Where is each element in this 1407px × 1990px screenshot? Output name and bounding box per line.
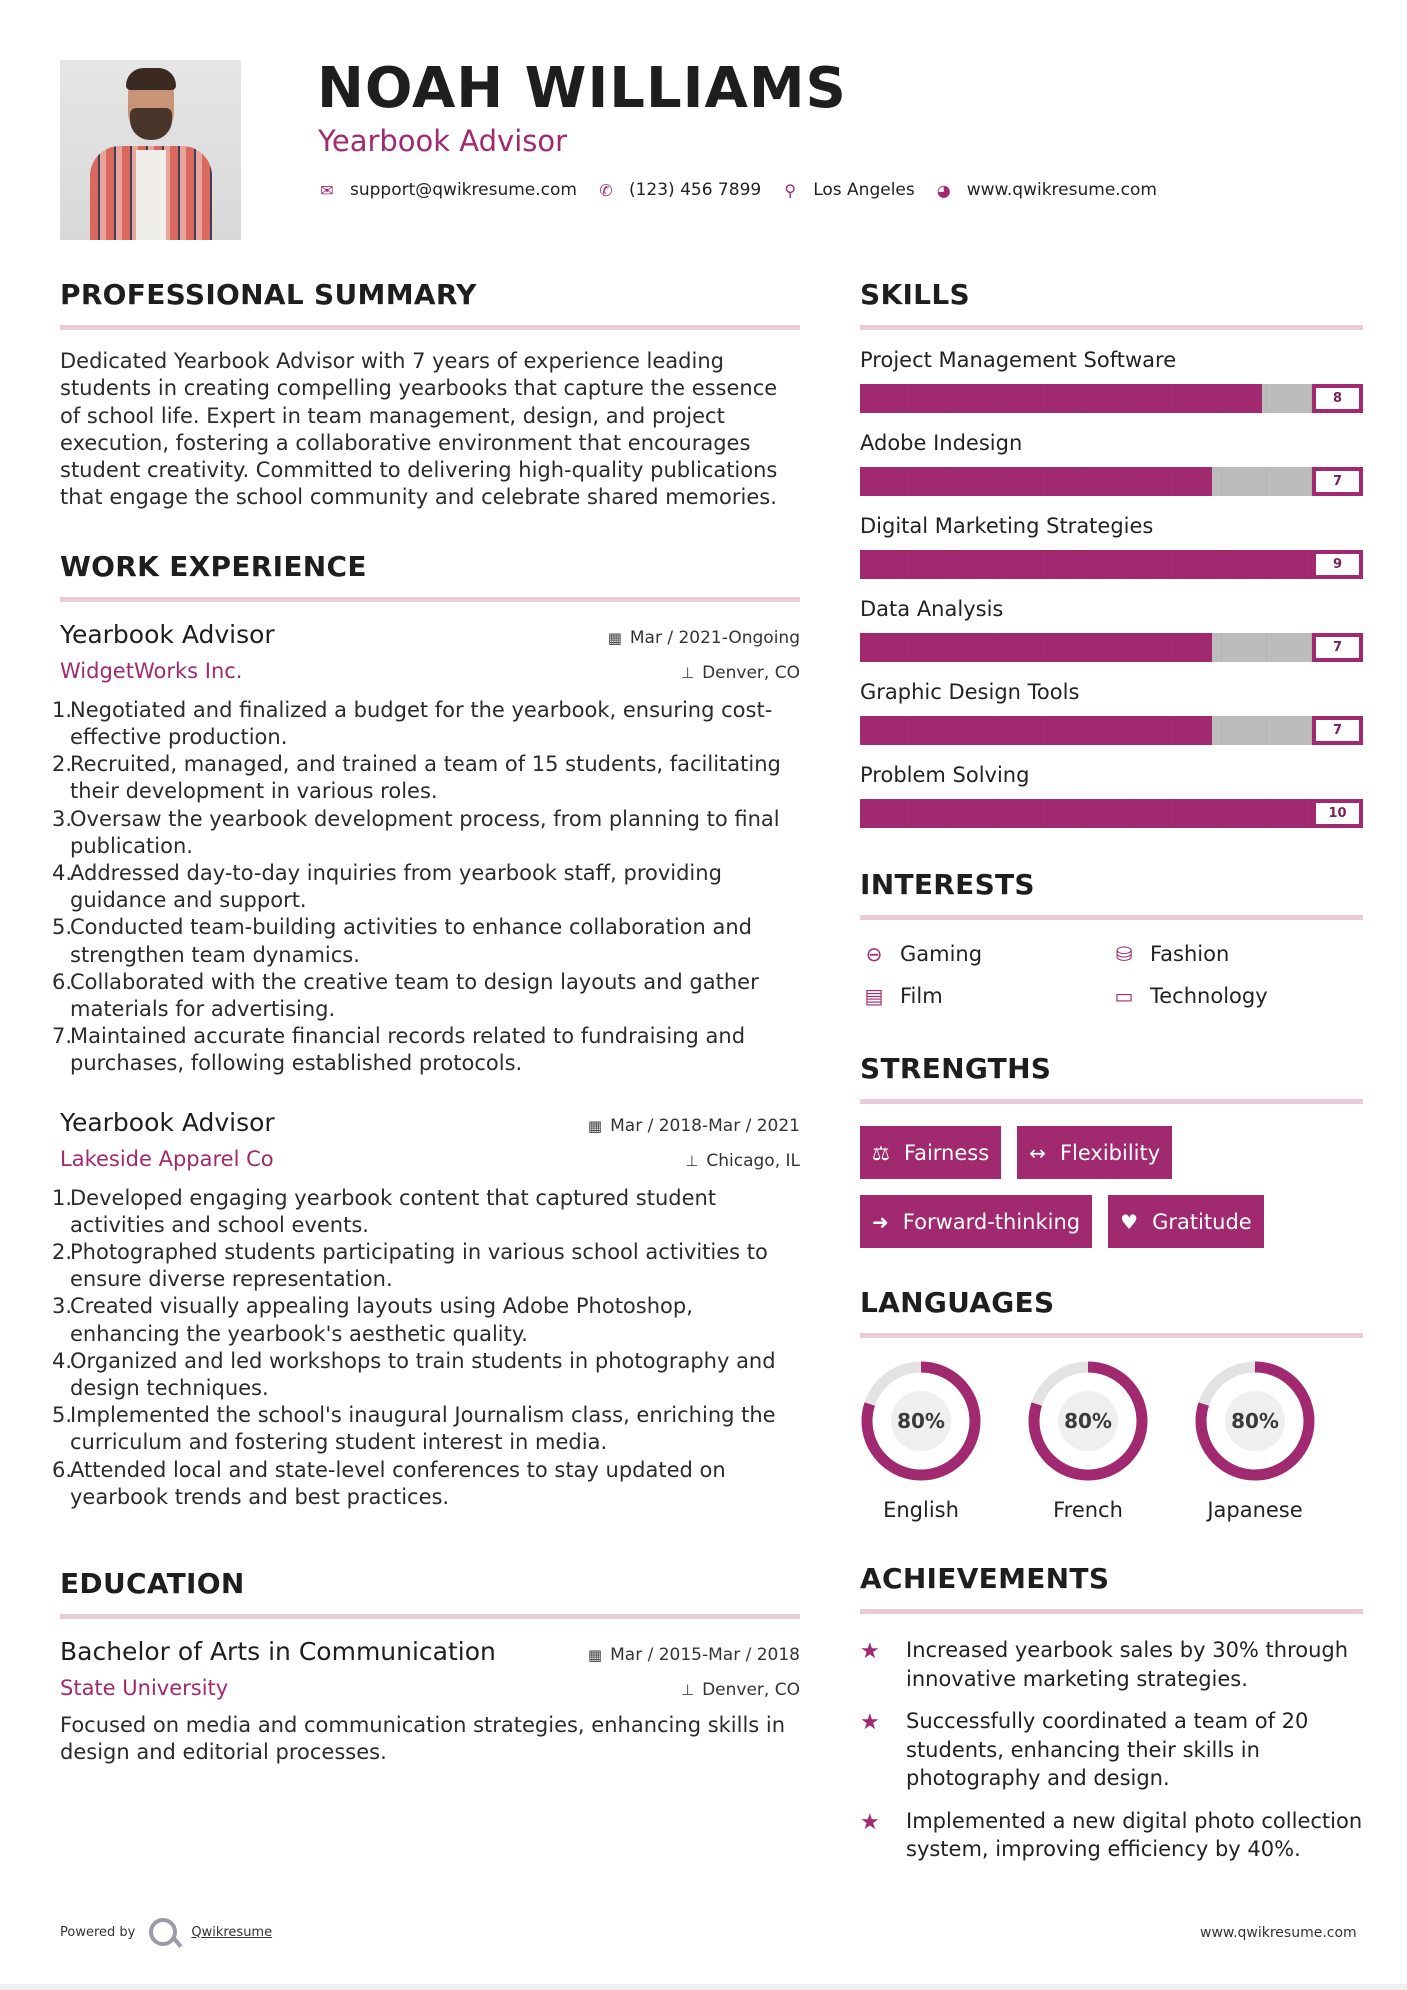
- powered-by-text: Powered by: [60, 1924, 136, 1940]
- job-entry: [52, 619, 800, 1078]
- candidate-name: NOAH WILLIAMS: [317, 56, 847, 121]
- skill-item: [860, 763, 1363, 828]
- strength-chip: ➜ Forward-thinking: [860, 1195, 1092, 1248]
- skill-bar: [860, 716, 1363, 745]
- languages-section: [860, 1286, 1363, 1522]
- interests-section: [860, 868, 1363, 1008]
- skill-label: Graphic Design Tools: [860, 680, 1080, 704]
- school-name: State University: [60, 1676, 229, 1701]
- skill-score: 8: [1312, 384, 1363, 413]
- section-title: LANGUAGES: [860, 1286, 1055, 1319]
- list-item: 1. Negotiated and finalized a budget for the yearbook, ensuring cost-effective production.: [52, 697, 773, 749]
- list-item: 4. Addressed day-to-day inquiries from yearbook staff, providing guidance and support.: [52, 861, 722, 913]
- star-icon: ★: [860, 1639, 880, 1664]
- skill-label: Project Management Software: [860, 348, 1177, 372]
- left-column: [52, 278, 800, 1767]
- language-percent: 80%: [1058, 1391, 1118, 1451]
- pushpin-icon: ⊥: [681, 1681, 695, 1700]
- contact-website[interactable]: [935, 180, 1157, 200]
- calendar-icon: ▦: [587, 1116, 603, 1135]
- list-item: 1. Developed engaging yearbook content that captured student activities and school events.: [52, 1185, 717, 1237]
- contact-location: [781, 180, 915, 200]
- education-entry: [60, 1637, 800, 1767]
- star-icon: ★: [860, 1809, 880, 1835]
- education-dates: Mar / 2015-Mar / 2018: [610, 1645, 800, 1666]
- section-title: ACHIEVEMENTS: [860, 1562, 1110, 1595]
- contact-email[interactable]: [318, 180, 577, 200]
- star-icon: ★: [860, 1710, 880, 1735]
- language-percent: 80%: [891, 1391, 951, 1451]
- balance-scale-icon: ⚖: [872, 1140, 890, 1165]
- profile-photo: [60, 60, 241, 240]
- skill-item: [860, 514, 1363, 579]
- skill-label: Adobe Indesign: [860, 431, 1023, 455]
- job-location: Chicago, IL: [706, 1150, 800, 1171]
- skills-section: [860, 278, 1363, 828]
- company-name: Lakeside Apparel Co: [60, 1146, 274, 1171]
- section-title: SKILLS: [860, 278, 970, 311]
- strengths-section: [860, 1052, 1363, 1248]
- film-icon: ▤: [864, 984, 884, 1008]
- language-percent: 80%: [1225, 1391, 1285, 1451]
- contact-row: [318, 180, 1177, 200]
- list-item: 6. Attended local and state-level conferences to stay updated on yearbook trends and best practices.: [52, 1457, 726, 1509]
- skill-score: 7: [1312, 716, 1363, 745]
- job-bullets: [52, 1185, 800, 1511]
- achievement-item: ★ Increased yearbook sales by 30% through innovative marketing strategies.: [860, 1636, 1363, 1693]
- section-title: WORK EXPERIENCE: [60, 549, 367, 583]
- skill-label: Data Analysis: [860, 597, 1004, 621]
- skill-score: 7: [1312, 633, 1363, 662]
- strength-chip: ↔ Flexibility: [1017, 1126, 1172, 1179]
- language-item: [1027, 1360, 1194, 1522]
- education-section: [60, 1567, 800, 1767]
- calendar-icon: ▦: [587, 1646, 603, 1665]
- experience-section: [52, 549, 800, 1511]
- education-description: Focused on media and communication strategies, enhancing skills in design and editorial processes.: [60, 1713, 786, 1765]
- section-title: STRENGTHS: [860, 1052, 1052, 1085]
- email-text: support@qwikresume.com: [350, 180, 577, 200]
- language-item: [860, 1360, 1027, 1522]
- job-bullets: [52, 697, 800, 1078]
- section-divider: [60, 1614, 800, 1619]
- job-dates: Mar / 2021-Ongoing: [629, 627, 800, 648]
- section-divider: [60, 597, 800, 602]
- gamepad-icon: ⊖: [865, 942, 883, 966]
- achievement-item: ★ Implemented a new digital photo collection system, improving efficiency by 40%.: [860, 1807, 1363, 1864]
- skill-bar: [860, 633, 1363, 662]
- language-item: [1194, 1360, 1361, 1522]
- heart-icon: ♥: [1120, 1209, 1139, 1234]
- job-dates: Mar / 2018-Mar / 2021: [610, 1115, 800, 1136]
- job-location: Denver, CO: [702, 662, 800, 683]
- skill-score: 9: [1312, 550, 1363, 579]
- map-pin-icon: ⚲: [784, 180, 797, 200]
- laptop-icon: ▭: [1114, 984, 1134, 1008]
- list-item: 6. Collaborated with the creative team to design layouts and gather materials for advertising.: [52, 969, 759, 1022]
- section-divider: [860, 1099, 1363, 1104]
- website-text: www.qwikresume.com: [966, 180, 1157, 200]
- skill-score: 10: [1312, 799, 1363, 828]
- interest-item: ⛁ Fashion: [1110, 942, 1360, 966]
- shopping-bag-icon: ⛁: [1115, 942, 1133, 966]
- language-progress-ring: [860, 1360, 982, 1482]
- qwikresume-link[interactable]: Qwikresume: [191, 1924, 273, 1940]
- phone-icon: ✆: [599, 180, 613, 200]
- job-title: Yearbook Advisor: [60, 619, 275, 649]
- calendar-icon: ▦: [607, 628, 622, 647]
- degree-title: Bachelor of Arts in Communication: [60, 1637, 496, 1667]
- interest-item: ▭ Technology: [1110, 984, 1360, 1008]
- skill-item: [860, 348, 1363, 413]
- powered-by: [60, 1918, 272, 1946]
- education-location: Denver, CO: [702, 1680, 800, 1701]
- arrow-right-icon: ➜: [872, 1209, 889, 1234]
- company-name: WidgetWorks Inc.: [60, 658, 243, 683]
- list-item: 3. Created visually appealing layouts using Adobe Photoshop, enhancing the yearbook's aesthetic quality.: [52, 1294, 693, 1346]
- summary-text: Dedicated Yearbook Advisor with 7 years of experience leading students in creating compelling yearbooks that capture the essence of school life. Expert in team management, design, and project execution, fostering a collaborative environment that encourages student creativity. Committed to delivering high-quality publications that engage the school community and celebrate shared memories.: [60, 349, 778, 510]
- list-item: 2. Photographed students participating in various school activities to ensure diverse representation.: [52, 1240, 768, 1292]
- envelope-icon: ✉: [320, 180, 334, 200]
- list-item: 3. Oversaw the yearbook development process, from planning to final publication.: [52, 806, 780, 858]
- language-name: French: [1053, 1498, 1123, 1522]
- list-item: 5. Implemented the school's inaugural Journalism class, enriching the curriculum and fostering student interest in media.: [52, 1403, 776, 1455]
- job-title: Yearbook Advisor: [60, 1107, 275, 1137]
- language-progress-ring: [1194, 1360, 1316, 1482]
- contact-phone[interactable]: [597, 180, 761, 200]
- language-name: English: [883, 1498, 959, 1522]
- skill-label: Problem Solving: [860, 763, 1030, 787]
- section-title: PROFESSIONAL SUMMARY: [60, 278, 477, 311]
- summary-section: [60, 278, 800, 512]
- strength-chip: ♥ Gratitude: [1108, 1195, 1264, 1248]
- phone-text: (123) 456 7899: [628, 180, 762, 200]
- section-title: EDUCATION: [60, 1567, 245, 1601]
- page-bottom-edge: [0, 1984, 1407, 1990]
- job-entry: [52, 1107, 800, 1511]
- section-divider: [60, 325, 800, 330]
- pushpin-icon: ⊥: [681, 663, 695, 682]
- section-divider: [860, 325, 1363, 330]
- skill-bar: [860, 550, 1363, 579]
- skill-bar: [860, 467, 1363, 496]
- candidate-role: Yearbook Advisor: [318, 124, 568, 158]
- achievements-section: [860, 1562, 1363, 1864]
- skill-item: [860, 597, 1363, 662]
- section-divider: [860, 915, 1363, 920]
- section-divider: [860, 1333, 1363, 1338]
- pushpin-icon: ⊥: [685, 1151, 699, 1170]
- interest-item: ⊖ Gaming: [860, 942, 1110, 966]
- skill-bar: [860, 799, 1363, 828]
- skill-label: Digital Marketing Strategies: [860, 514, 1154, 538]
- section-divider: [860, 1609, 1363, 1614]
- language-progress-ring: [1027, 1360, 1149, 1482]
- list-item: 7. Maintained accurate financial records related to fundraising and purchases, following established protocols.: [52, 1024, 746, 1076]
- list-item: 4. Organized and led workshops to train students in photography and design techniques.: [52, 1348, 776, 1401]
- skill-item: [860, 431, 1363, 496]
- globe-icon: ◕: [936, 180, 951, 200]
- strength-chip: ⚖ Fairness: [860, 1126, 1001, 1179]
- achievement-item: ★ Successfully coordinated a team of 20 students, enhancing their skills in photography and design.: [860, 1707, 1363, 1793]
- list-item: 5. Conducted team-building activities to enhance collaboration and strengthen team dynamics.: [52, 915, 752, 967]
- right-column: [860, 278, 1363, 1878]
- interest-item: ▤ Film: [860, 984, 1110, 1008]
- skill-bar: [860, 384, 1363, 413]
- skill-item: [860, 680, 1363, 745]
- footer-website[interactable]: www.qwikresume.com: [1200, 1925, 1357, 1941]
- list-item: 2. Recruited, managed, and trained a team of 15 students, facilitating their development in various roles.: [52, 752, 781, 804]
- skill-score: 7: [1312, 467, 1363, 496]
- language-name: Japanese: [1207, 1498, 1303, 1522]
- qwikresume-logo-icon: [149, 1918, 177, 1946]
- section-title: INTERESTS: [860, 868, 1035, 901]
- location-text: Los Angeles: [813, 180, 915, 200]
- arrows-horizontal-icon: ↔: [1029, 1140, 1046, 1165]
